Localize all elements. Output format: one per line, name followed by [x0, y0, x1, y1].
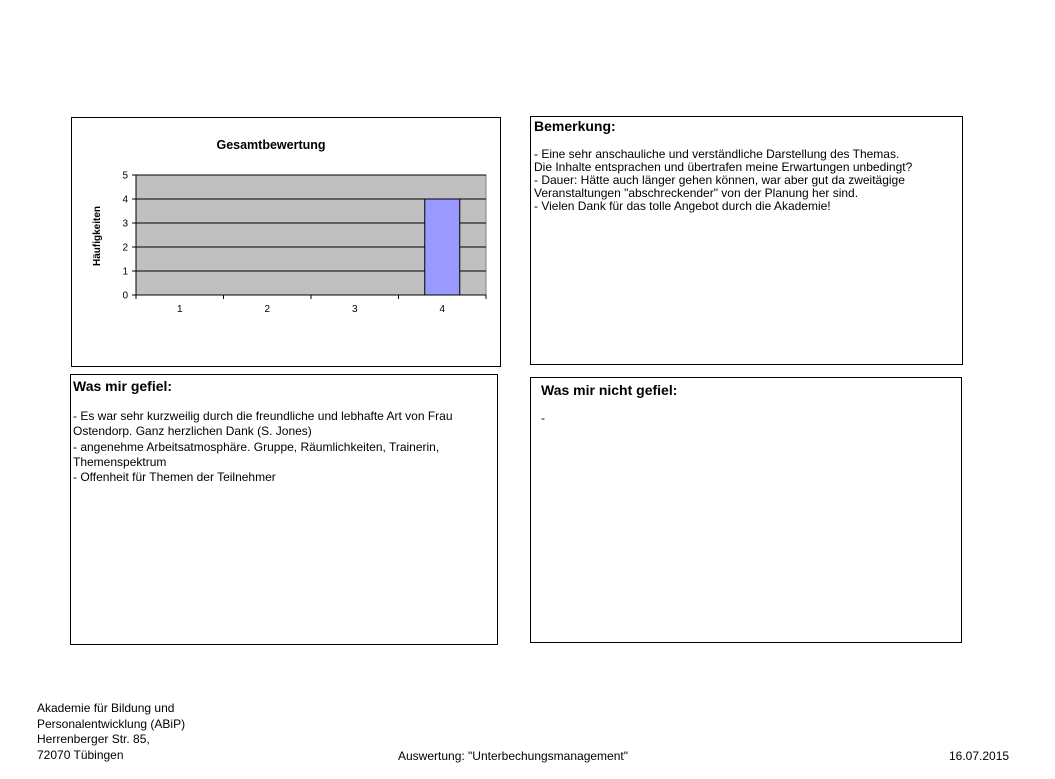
x-tick-label: 2 [264, 304, 271, 315]
remark-line: - Vielen Dank für das tolle Angebot durch die Akademie! [534, 199, 831, 213]
y-tick-label: 2 [122, 242, 128, 254]
remark-text [534, 148, 962, 213]
footer-address [37, 701, 185, 763]
liked-line: - angenehme Arbeitsatmosphäre. Gruppe, Räumlichkeiten, Trainerin, [73, 439, 440, 454]
address-line: 72070 Tübingen [37, 747, 124, 762]
bar [425, 199, 460, 295]
x-tick-label: 1 [176, 304, 183, 315]
liked-line: - Es war sehr kurzweilig durch die freundliche und lebhafte Art von Frau [73, 409, 453, 423]
footer-date: 16.07.2015 [949, 749, 1010, 763]
y-tick-label: 4 [122, 194, 128, 206]
disliked-text [541, 412, 961, 425]
chart-title: Gesamtbewertung [216, 138, 326, 152]
disliked-title: Was mir nicht gefiel: [541, 382, 678, 398]
footer-title: Auswertung: "Unterbechungsmanagement" [398, 749, 628, 763]
y-axis-label: Häufigkeiten [92, 205, 103, 267]
x-tick-label: 4 [439, 304, 446, 315]
remark-panel [530, 116, 963, 365]
liked-line: Ostendorp. Ganz herzlichen Dank (S. Jones) [73, 424, 312, 439]
remark-title: Bemerkung: [534, 118, 616, 134]
address-line: Akademie für Bildung und [37, 701, 175, 715]
address-line: Herrenberger Str. 85, [37, 732, 150, 746]
y-tick-label: 5 [122, 170, 128, 182]
disliked-line: - [541, 411, 545, 425]
y-tick-label: 3 [122, 218, 128, 230]
remark-line: Die Inhalte entsprachen und übertrafen meine Erwartungen unbedingt? [534, 160, 913, 174]
y-tick-label: 0 [122, 290, 128, 302]
x-tick-label: 3 [351, 304, 358, 315]
liked-line: Themenspektrum [73, 454, 167, 469]
liked-panel [70, 374, 498, 645]
address-line: Personalentwicklung (ABiP) [37, 716, 186, 731]
remark-line: Veranstaltungen "abschreckender" von der Planung her sind. [534, 186, 859, 200]
chart-panel [71, 117, 501, 367]
liked-title: Was mir gefiel: [73, 378, 173, 394]
disliked-panel [530, 377, 962, 643]
remark-line: - Dauer: Hätte auch länger gehen können, war aber gut da zweitägige [534, 173, 905, 187]
bar-chart [72, 118, 500, 366]
liked-text [73, 409, 497, 485]
liked-line: - Offenheit für Themen der Teilnehmer [73, 470, 276, 485]
y-tick-label: 1 [122, 266, 128, 278]
remark-line: - Eine sehr anschauliche und verständliche Darstellung des Themas. [534, 147, 900, 161]
